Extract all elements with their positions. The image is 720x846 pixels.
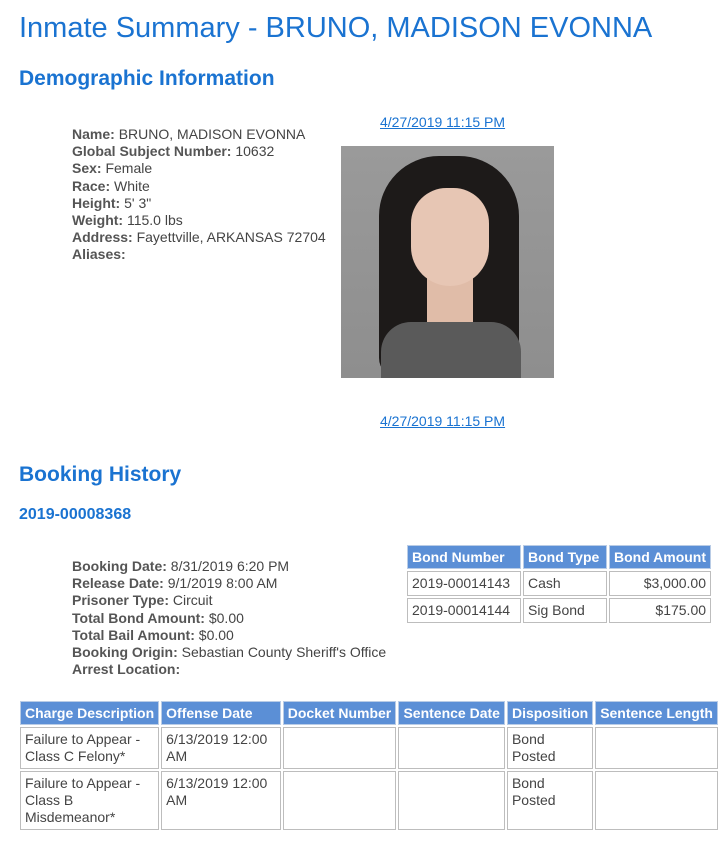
charge-description-cell: Failure to Appear - Class C Felony*: [20, 727, 159, 769]
prisoner-type-value: Circuit: [172, 592, 213, 609]
total-bail-row: [72, 627, 386, 644]
bond-amount-cell: $3,000.00: [609, 571, 711, 596]
docket-number-header[interactable]: Docket Number: [283, 701, 397, 725]
photo-date-link-top[interactable]: 4/27/2019 11:15 PM: [380, 114, 506, 130]
bond-number-cell: 2019-00014144: [407, 598, 521, 623]
sentence-length-cell: [595, 771, 718, 830]
address-row: [72, 229, 326, 246]
subject-number-label: Global Subject Number:: [72, 143, 232, 160]
disposition-cell: Bond Posted: [507, 771, 593, 830]
race-value: White: [114, 177, 150, 194]
height-row: [72, 195, 326, 212]
aliases-row: [72, 246, 326, 263]
table-row: [407, 598, 711, 623]
name-value: BRUNO, MADISON EVONNA: [118, 126, 306, 142]
charge-table: [18, 699, 720, 832]
sex-value: Female: [105, 160, 153, 177]
sex-row: [72, 160, 326, 177]
total-bond-value: $0.00: [208, 609, 244, 626]
booking-origin-label: Booking Origin:: [72, 644, 178, 661]
weight-value: 115.0 lbs: [126, 212, 183, 229]
aliases-label: Aliases:: [72, 246, 126, 263]
address-value: Fayettville, ARKANSAS 72704: [136, 229, 326, 246]
bond-number-cell: 2019-00014143: [407, 571, 521, 596]
disposition-header[interactable]: Disposition: [507, 701, 593, 725]
sentence-length-header[interactable]: Sentence Length: [595, 701, 718, 725]
address-label: Address:: [72, 229, 133, 246]
docket-number-cell: [283, 771, 397, 830]
bond-table-header-row: [407, 545, 711, 569]
photo-shirt: [381, 322, 521, 378]
photo-date-link-bottom[interactable]: 4/27/2019 11:15 PM: [380, 413, 506, 429]
prisoner-type-row: [72, 592, 386, 609]
booking-date-row: [72, 558, 386, 575]
offense-date-header[interactable]: Offense Date: [161, 701, 281, 725]
bond-number-header[interactable]: Bond Number: [407, 545, 521, 569]
table-row: [407, 571, 711, 596]
bond-table: [405, 543, 713, 625]
total-bond-row: [72, 610, 386, 627]
booking-origin-value: Sebastian County Sheriff's Office: [181, 644, 387, 661]
booking-date-label: Booking Date:: [72, 558, 167, 574]
offense-date-cell: 6/13/2019 12:00 AM: [161, 771, 281, 830]
charge-description-cell: Failure to Appear - Class B Misdemeanor*: [20, 771, 159, 830]
charge-description-header[interactable]: Charge Description: [20, 701, 159, 725]
sentence-date-header[interactable]: Sentence Date: [398, 701, 504, 725]
page-title: Inmate Summary - BRUNO, MADISON EVONNA: [19, 12, 653, 44]
height-label: Height:: [72, 194, 121, 211]
total-bail-label: Total Bail Amount:: [72, 626, 195, 643]
subject-number-row: [72, 143, 326, 160]
total-bail-value: $0.00: [198, 626, 234, 643]
release-date-label: Release Date:: [72, 575, 164, 592]
bond-type-header[interactable]: Bond Type: [523, 545, 607, 569]
sentence-date-cell: [398, 727, 504, 769]
table-row: [20, 771, 718, 830]
release-date-value: 9/1/2019 8:00 AM: [167, 575, 278, 592]
booking-history-heading: Booking History: [19, 463, 182, 486]
race-label: Race:: [72, 177, 111, 194]
sentence-date-cell: [398, 771, 504, 830]
sex-label: Sex:: [72, 160, 102, 177]
bond-amount-cell: $175.00: [609, 598, 711, 623]
prisoner-type-label: Prisoner Type:: [72, 592, 169, 609]
bond-amount-header[interactable]: Bond Amount: [609, 545, 711, 569]
docket-number-cell: [283, 727, 397, 769]
booking-number: 2019-00008368: [19, 506, 132, 523]
demographic-info: [72, 126, 326, 264]
table-row: [20, 727, 718, 769]
sentence-length-cell: [595, 727, 718, 769]
offense-date-cell: 6/13/2019 12:00 AM: [161, 727, 281, 769]
arrest-location-label: Arrest Location:: [72, 661, 181, 678]
bond-type-cell: Sig Bond: [523, 598, 607, 623]
booking-origin-row: [72, 644, 386, 661]
disposition-cell: Bond Posted: [507, 727, 593, 769]
race-row: [72, 178, 326, 195]
weight-row: [72, 212, 326, 229]
photo-face: [411, 188, 489, 286]
subject-number-value: 10632: [235, 143, 275, 160]
name-row: [72, 126, 326, 143]
name-label: Name:: [72, 126, 115, 142]
weight-label: Weight:: [72, 212, 124, 229]
inmate-photo: [341, 146, 554, 378]
demographic-heading: Demographic Information: [19, 67, 275, 90]
total-bond-label: Total Bond Amount:: [72, 609, 205, 626]
booking-date-value: 8/31/2019 6:20 PM: [170, 558, 290, 574]
charge-table-header-row: [20, 701, 718, 725]
booking-info: [72, 558, 386, 678]
release-date-row: [72, 575, 386, 592]
bond-type-cell: Cash: [523, 571, 607, 596]
height-value: 5' 3": [124, 194, 152, 211]
arrest-location-row: [72, 661, 386, 678]
